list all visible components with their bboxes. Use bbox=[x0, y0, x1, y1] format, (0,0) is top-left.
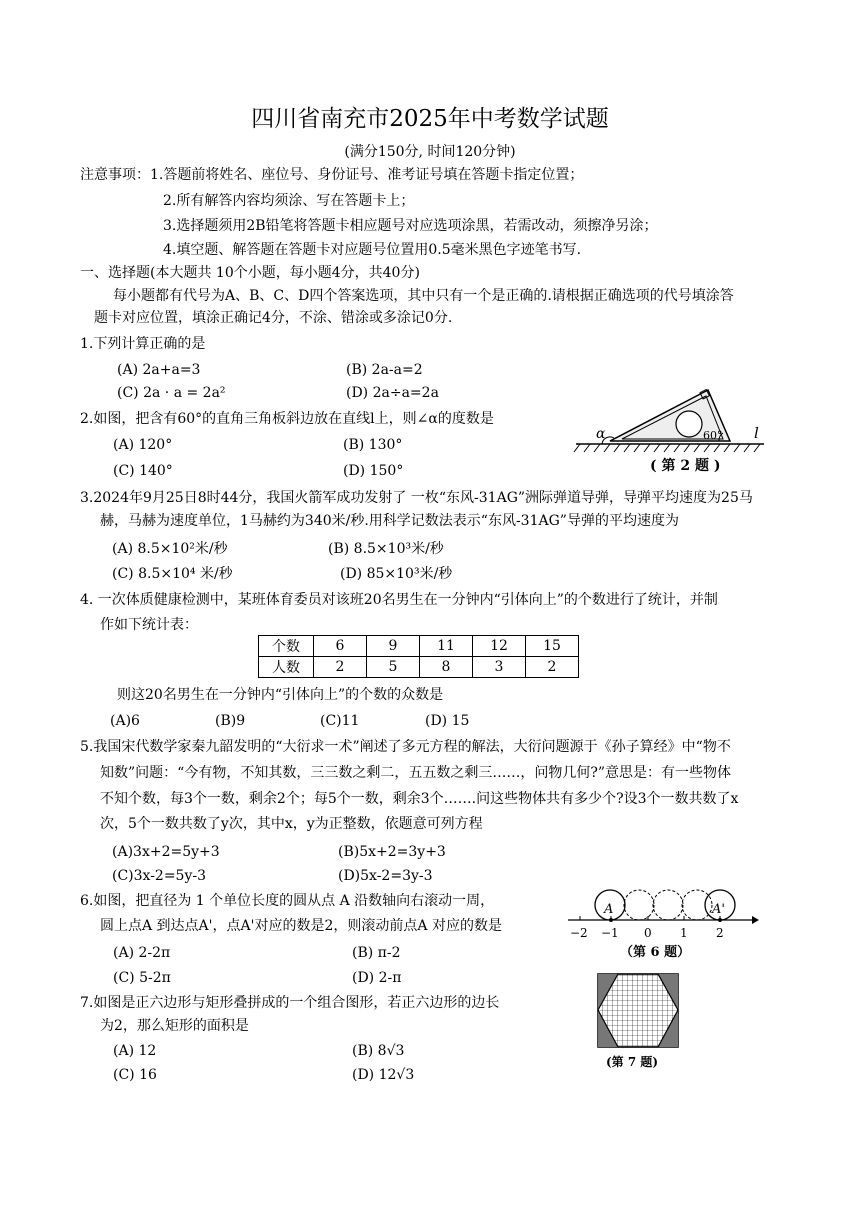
table-cell: 12 bbox=[473, 636, 526, 657]
table-row-header: 人数 bbox=[259, 657, 314, 678]
fig6-point-a-prime: A' bbox=[712, 902, 725, 917]
table-cell: 8 bbox=[420, 657, 473, 678]
q3-option-a: (A) 8.5×10²米/秒 bbox=[112, 541, 228, 557]
q3-line-2: 赫，马赫为速度单位，1马赫约为340米/秒.用科学记数法表示“东风-31AG”导弹的平均速度为 bbox=[100, 513, 679, 529]
q7-option-b: (B) 8√3 bbox=[352, 1043, 405, 1059]
fig6-tick-label: 1 bbox=[680, 926, 688, 940]
q4-option-b: (B)9 bbox=[215, 713, 246, 729]
fig2-caption: ( 第 2 题 ) bbox=[650, 458, 721, 474]
q7-figure bbox=[592, 970, 684, 1070]
fig2-alpha-label: α bbox=[596, 426, 606, 442]
q4-stats-table bbox=[258, 635, 579, 678]
q4-question: 则这20名男生在一分钟内“引体向上”的个数的众数是 bbox=[117, 687, 444, 703]
page-title: 四川省南充市2025年中考数学试题 bbox=[251, 106, 609, 132]
q1-option-b: (B) 2a-a=2 bbox=[346, 362, 423, 378]
fig2-line-label: l bbox=[754, 424, 759, 442]
q5-option-c: (C)3x-2=5y-3 bbox=[112, 868, 207, 884]
note-4: 4.填空题、解答题在答题卡对应题号位置用0.5毫米黑色字迹笔书写. bbox=[163, 242, 582, 258]
fig6-tick-label: −2 bbox=[570, 926, 588, 940]
note-3: 3.选择题须用2B铅笔将答题卡相应题号对应选项涂黑，若需改动，须擦净另涂； bbox=[163, 218, 658, 234]
fig6-caption: （第 6 题） bbox=[620, 945, 691, 960]
section-heading: 一、选择题(本大题共 10个小题，每小题4分，共40分) bbox=[80, 265, 420, 281]
q4-option-c: (C)11 bbox=[320, 713, 360, 729]
note-2: 2.所有解答内容均须涂、写在答题卡上； bbox=[163, 193, 415, 209]
q3-line-1: 3.2024年9月25日8时44分，我国火箭军成功发射了 一枚“东风-31AG”洲际弹道导弹，导弹平均速度为25马 bbox=[80, 490, 753, 506]
q4-option-d: (D) 15 bbox=[425, 713, 470, 729]
table-cell: 15 bbox=[526, 636, 579, 657]
q6-line-1: 6.如图，把直径为 1 个单位长度的圆从点 A 沿数轴向右滚动一周， bbox=[80, 893, 495, 909]
q2-option-a: (A) 120° bbox=[113, 437, 173, 453]
q7-option-a: (A) 12 bbox=[113, 1043, 157, 1059]
q5-line-4: 次，5个一数共数了y次，其中x，y为正整数，依题意可列方程 bbox=[100, 816, 483, 832]
fig6-tick-label: 0 bbox=[644, 926, 652, 940]
q2-stem: 2.如图，把含有60°的直角三角板斜边放在直线l上，则∠α的度数是 bbox=[80, 411, 494, 427]
q6-option-d: (D) 2-π bbox=[352, 970, 402, 986]
table-cell: 9 bbox=[367, 636, 420, 657]
q7-option-d: (D) 12√3 bbox=[352, 1067, 415, 1083]
fig6-point-a: A bbox=[604, 902, 614, 917]
q1-option-c: (C) 2a · a = 2a² bbox=[117, 385, 226, 401]
table-cell: 6 bbox=[314, 636, 367, 657]
q5-line-1: 5.我国宋代数学家秦九韶发明的“大衍求一术”阐述了多元方程的解法，大衍问题源于《孙子算经》中“物不 bbox=[80, 739, 731, 755]
q2-option-d: (D) 150° bbox=[343, 463, 404, 479]
table-cell: 3 bbox=[473, 657, 526, 678]
table-cell: 11 bbox=[420, 636, 473, 657]
q4-line-2: 作如下统计表： bbox=[100, 617, 198, 633]
q3-option-b: (B) 8.5×10³米/秒 bbox=[328, 541, 444, 557]
q1-option-d: (D) 2a÷a=2a bbox=[346, 385, 439, 401]
section-desc-2: 题卡对应位置，填涂正确记4分，不涂、错涂或多涂记0分. bbox=[94, 310, 453, 326]
table-row bbox=[259, 657, 579, 678]
q6-option-b: (B) π-2 bbox=[352, 945, 401, 961]
fig7-caption: (第 7 题) bbox=[606, 1055, 659, 1069]
q2-option-b: (B) 130° bbox=[343, 437, 403, 453]
table-row bbox=[259, 636, 579, 657]
note-1: 注意事项：1.答题前将姓名、座位号、身份证号、准考证号填在答题卡指定位置； bbox=[80, 167, 584, 183]
q5-line-3: 不知个数，每3个一数，剩余2个；每5个一数，剩余3个…….问这些物体共有多少个?设3个一数共数了x bbox=[100, 791, 739, 807]
q6-figure bbox=[560, 882, 760, 962]
q3-option-c: (C) 8.5×10⁴ 米/秒 bbox=[112, 566, 233, 582]
q2-figure bbox=[570, 382, 770, 477]
table-cell: 2 bbox=[314, 657, 367, 678]
section-desc-1: 每小题都有代号为A、B、C、D四个答案选项，其中只有一个是正确的.请根据正确选项的代号填涂答 bbox=[113, 288, 734, 304]
fig2-angle-label: 60° bbox=[703, 429, 723, 442]
fig6-tick-label: −1 bbox=[601, 926, 619, 940]
q5-option-b: (B)5x+2=3y+3 bbox=[338, 844, 446, 860]
q6-option-c: (C) 5-2π bbox=[113, 970, 171, 986]
q7-line-2: 为2，那么矩形的面积是 bbox=[100, 1018, 249, 1034]
table-row-header: 个数 bbox=[259, 636, 314, 657]
q7-option-c: (C) 16 bbox=[113, 1067, 157, 1083]
q5-option-d: (D)5x-2=3y-3 bbox=[338, 868, 433, 884]
q1-stem: 1.下列计算正确的是 bbox=[80, 336, 206, 352]
table-cell: 2 bbox=[526, 657, 579, 678]
q4-line-1: 4. 一次体质健康检测中，某班体育委员对该班20名男生在一分钟内“引体向上”的个数进行了统计，并制 bbox=[80, 592, 718, 608]
q1-option-a: (A) 2a+a=3 bbox=[117, 362, 201, 378]
q2-option-c: (C) 140° bbox=[113, 463, 173, 479]
q4-option-a: (A)6 bbox=[110, 713, 140, 729]
exam-info: (满分150分, 时间120分钟) bbox=[344, 144, 516, 160]
table-cell: 5 bbox=[367, 657, 420, 678]
q6-option-a: (A) 2-2π bbox=[113, 945, 171, 961]
fig6-tick-label: 2 bbox=[716, 926, 724, 940]
q7-line-1: 7.如图是正六边形与矩形叠拼成的一个组合图形，若正六边形的边长 bbox=[80, 995, 500, 1011]
q5-line-2: 知数”问题：“今有物，不知其数，三三数之剩二，五五数之剩三……，问物几何?”意思是：有一些物体 bbox=[100, 765, 731, 781]
q3-option-d: (D) 85×10³米/秒 bbox=[340, 566, 453, 582]
q5-option-a: (A)3x+2=5y+3 bbox=[112, 844, 220, 860]
q6-line-2: 圆上点A 到达点A'，点A'对应的数是2，则滚动前点A 对应的数是 bbox=[100, 918, 502, 934]
